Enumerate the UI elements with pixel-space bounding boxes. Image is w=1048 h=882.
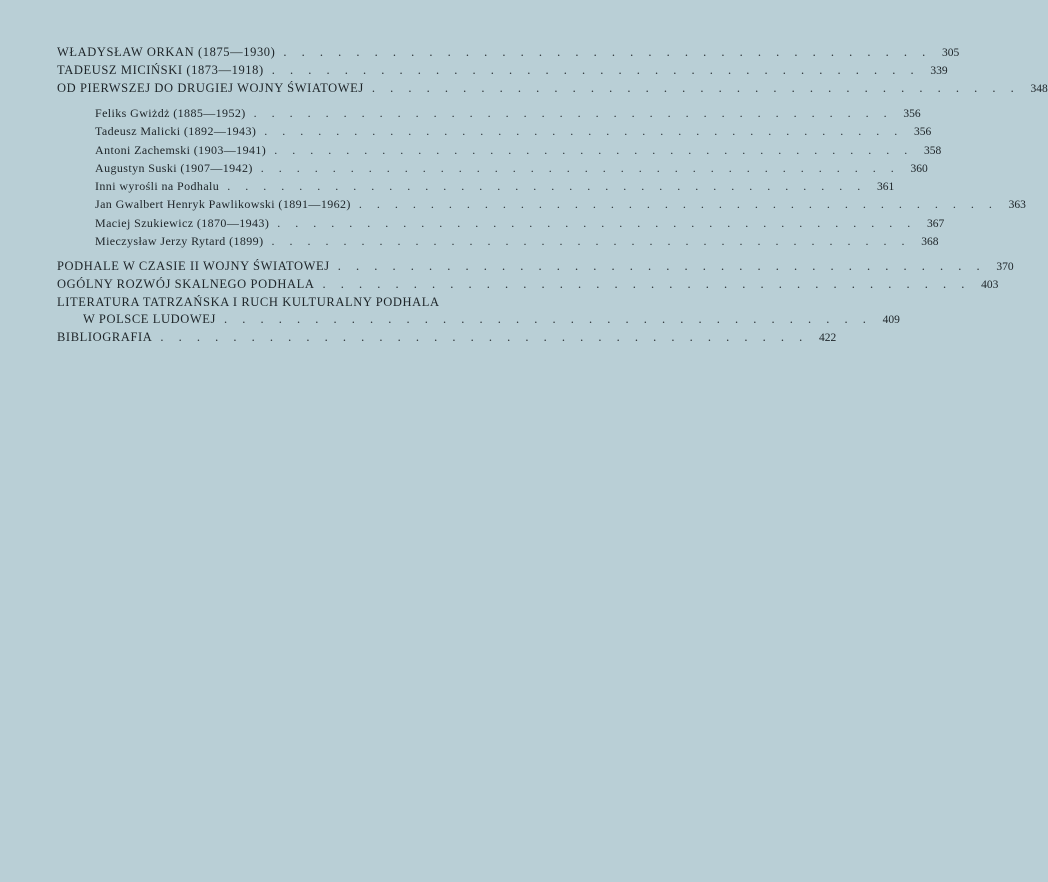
entry-title: Inni wyrośli na Podhalu: [95, 179, 220, 194]
dot-leader: . . . . . . . . . . . . . . . . . . . . . . . . . . . . . . . . . . . .: [358, 197, 998, 212]
toc-entry: [57, 80, 1048, 98]
entry-page: 348: [1030, 83, 1048, 95]
toc-subentry: [57, 105, 921, 123]
entry-page: 305: [942, 47, 960, 59]
dot-leader: . . . . . . . . . . . . . . . . . . . . . . . . . . . . . . . . . . . .: [253, 106, 893, 120]
entry-title: LITERATURA TATRZAŃSKA I RUCH KULTURALNY PODHALA: [57, 295, 440, 310]
entry-page: 358: [923, 144, 942, 157]
entry-title: Mieczysław Jerzy Rytard (1899): [95, 234, 264, 249]
toc-subentry: [57, 160, 928, 178]
entry-title: PODHALE W CZASIE II WOJNY ŚWIATOWEJ: [57, 259, 330, 274]
dot-leader: . . . . . . . . . . . . . . . . . . . . . . . . . . . . . . . . . . . .: [283, 45, 932, 59]
dot-leader: . . . . . . . . . . . . . . . . . . . . . . . . . . . . . . . . . . . .: [322, 277, 971, 292]
dot-leader: . . . . . . . . . . . . . . . . . . . . . . . . . . . . . . . . . . . .: [260, 160, 900, 175]
entry-title: BIBLIOGRAFIA: [57, 330, 153, 345]
toc-subentry: [57, 196, 1026, 214]
entry-title: Antoni Zachemski (1903—1941): [95, 142, 267, 157]
entry-title: TADEUSZ MICIŃSKI (1873—1918): [57, 63, 264, 77]
entry-page: 409: [882, 314, 900, 327]
dot-leader: . . . . . . . . . . . . . . . . . . . . . . . . . . . . . . . . . . . .: [337, 259, 986, 274]
entry-title: Augustyn Suski (1907—1942): [95, 160, 253, 175]
toc-subentry: [57, 123, 932, 141]
dot-leader: . . . . . . . . . . . . . . . . . . . . . . . . . . . . . . . . . . . .: [271, 234, 911, 249]
toc-entry: [57, 294, 557, 311]
toc-entry: [57, 276, 999, 294]
toc-subentry: [57, 233, 939, 251]
table-of-contents: [57, 44, 1048, 347]
entry-page: 356: [914, 126, 932, 139]
entry-title: OGÓLNY ROZWÓJ SKALNEGO PODHALA: [57, 277, 315, 292]
toc-entry: [57, 329, 837, 347]
toc-entry-continuation: [57, 311, 900, 329]
toc-subentry: [57, 178, 895, 196]
entry-page: 339: [930, 65, 948, 77]
entry-page: 363: [1008, 199, 1026, 212]
dot-leader: . . . . . . . . . . . . . . . . . . . . . . . . . . . . . . . . . . . .: [371, 81, 1020, 95]
dot-leader: . . . . . . . . . . . . . . . . . . . . . . . . . . . . . . . . . . . .: [274, 142, 914, 157]
entry-title: WŁADYSŁAW ORKAN (1875—1930): [57, 45, 276, 59]
entry-page: 361: [876, 181, 895, 194]
entry-page: 360: [910, 162, 928, 175]
entry-title: W POLSCE LUDOWEJ: [83, 312, 216, 327]
toc-subentry: [57, 215, 945, 233]
dot-leader: . . . . . . . . . . . . . . . . . . . . . . . . . . . . . . . . . . . .: [264, 124, 904, 139]
entry-title: OD PIERWSZEJ DO DRUGIEJ WOJNY ŚWIATOWEJ: [57, 81, 364, 95]
dot-leader: . . . . . . . . . . . . . . . . . . . . . . . . . . . . . . . . . . . .: [160, 330, 809, 345]
entry-title: Tadeusz Malicki (1892—1943): [95, 124, 257, 139]
entry-page: 356: [903, 108, 921, 120]
entry-page: 368: [921, 236, 939, 249]
toc-entry: [57, 44, 960, 62]
entry-page: 422: [819, 332, 837, 345]
entry-page: 403: [981, 279, 999, 292]
dot-leader: . . . . . . . . . . . . . . . . . . . . . . . . . . . . . . . . . . . .: [271, 63, 920, 77]
dot-leader: . . . . . . . . . . . . . . . . . . . . . . . . . . . . . . . . . . . .: [277, 215, 917, 230]
entry-title: Jan Gwalbert Henryk Pawlikowski (1891—1962): [95, 197, 351, 212]
dot-leader: . . . . . . . . . . . . . . . . . . . . . . . . . . . . . . . . . . . .: [227, 179, 867, 194]
dot-leader: . . . . . . . . . . . . . . . . . . . . . . . . . . . . . . . . . . . .: [223, 312, 872, 327]
toc-entry: [57, 62, 948, 80]
toc-subentry: [57, 142, 942, 160]
entry-page: 367: [926, 217, 945, 230]
entry-title: Maciej Szukiewicz (1870—1943): [95, 215, 270, 230]
toc-entry: [57, 258, 1014, 276]
entry-title: Feliks Gwiżdż (1885—1952): [95, 106, 246, 120]
entry-page: 370: [996, 261, 1014, 274]
